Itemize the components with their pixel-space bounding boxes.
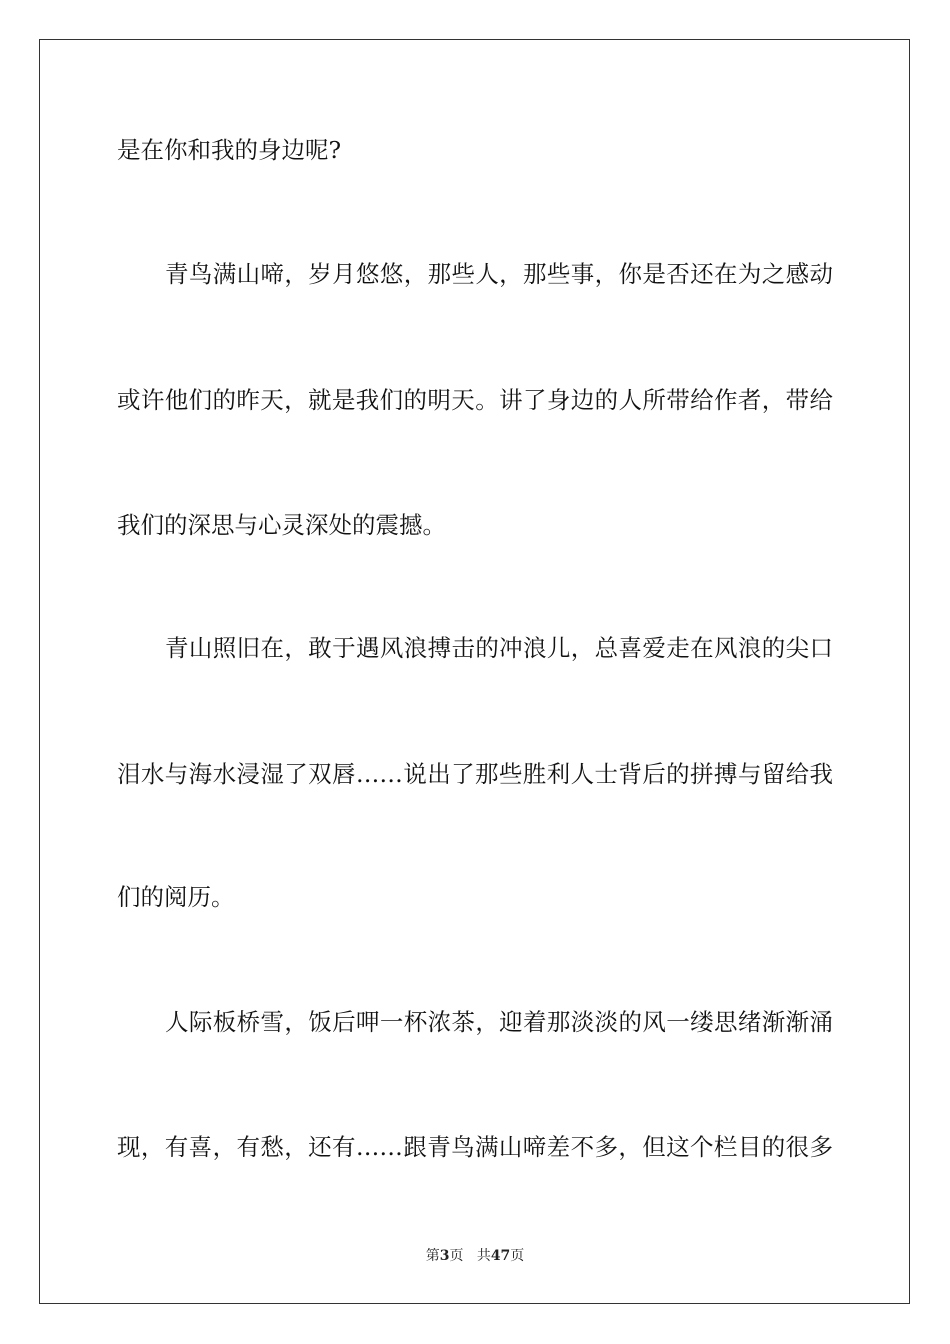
total-pages: 47 [490, 1248, 511, 1264]
paragraph-1-line-3: 我们的深思与心灵深处的震撼。 [117, 511, 446, 539]
page-prefix: 第 [425, 1248, 440, 1264]
page-border [39, 39, 910, 1304]
total-suffix: 页 [510, 1248, 525, 1264]
total-prefix: 共 [476, 1248, 491, 1264]
paragraph-1-line-2: 或许他们的昨天，就是我们的明天。讲了身边的人所带给作者，带给 [117, 386, 833, 414]
page-number: 3 [439, 1248, 450, 1264]
text-line-1: 是在你和我的身边呢? [117, 136, 342, 164]
paragraph-2-line-1: 青山照旧在，敢于遇风浪搏击的冲浪儿，总喜爱走在风浪的尖口 [165, 634, 833, 662]
paragraph-3-line-2: 现，有喜，有愁，还有……跟青鸟满山啼差不多，但这个栏目的很多 [117, 1133, 833, 1161]
paragraph-1-line-1: 青鸟满山啼，岁月悠悠，那些人，那些事，你是否还在为之感动 [165, 260, 833, 288]
paragraph-3-line-1: 人际板桥雪，饭后呷一杯浓茶，迎着那淡淡的风一缕思绪渐渐涌 [165, 1008, 833, 1036]
paragraph-2-line-3: 们的阅历。 [117, 883, 235, 911]
page-footer [0, 1247, 950, 1265]
paragraph-2-line-2: 泪水与海水浸湿了双唇……说出了那些胜利人士背后的拼搏与留给我 [117, 760, 833, 788]
page-suffix: 页 [449, 1248, 464, 1264]
